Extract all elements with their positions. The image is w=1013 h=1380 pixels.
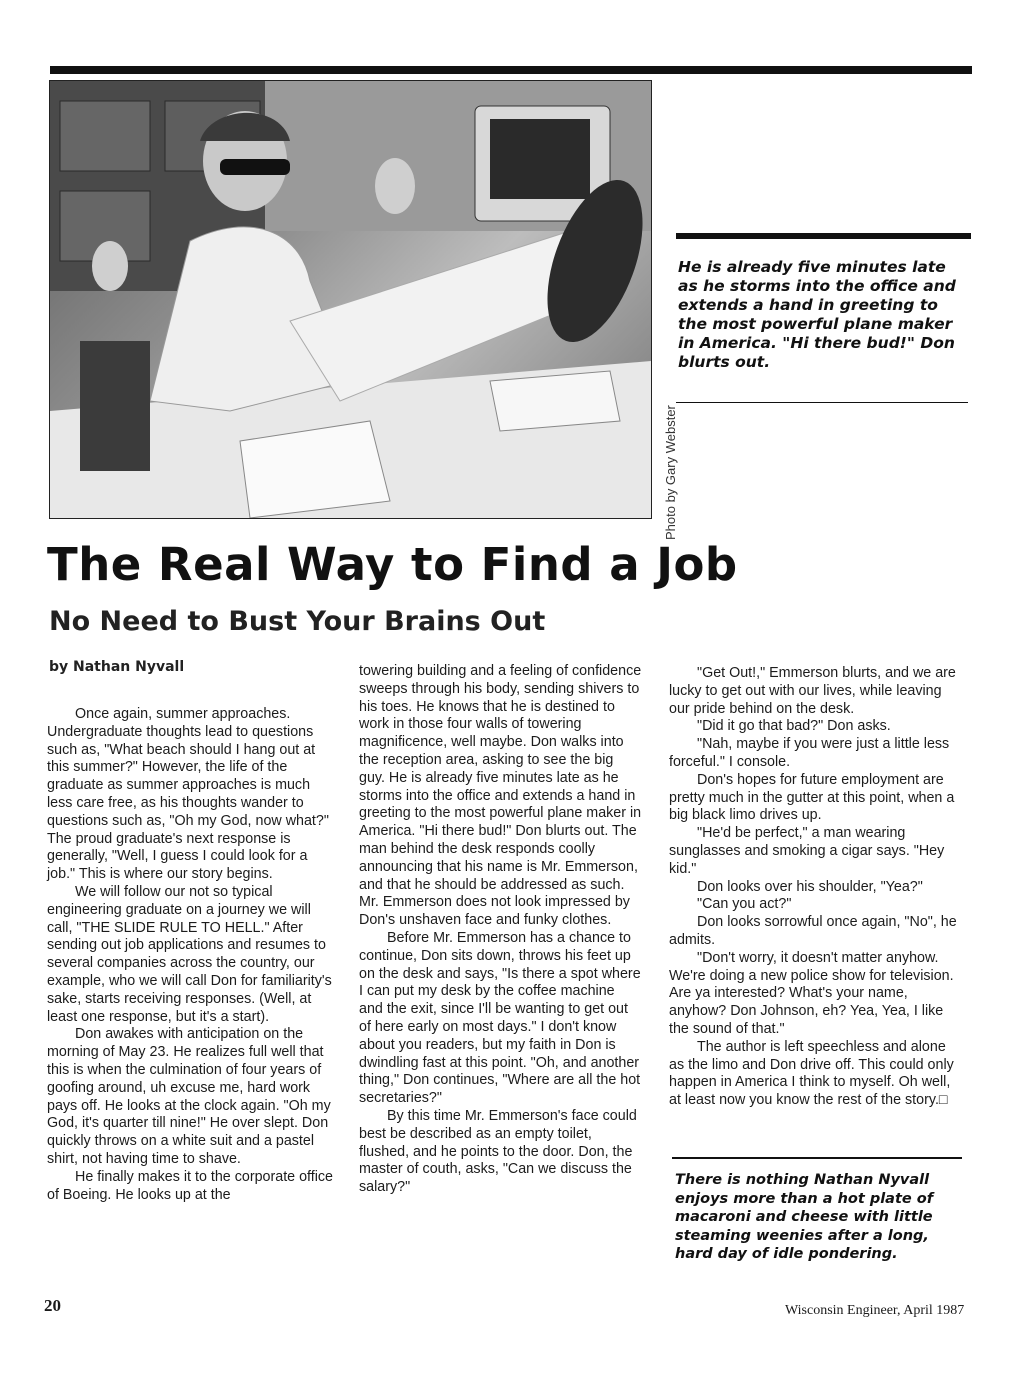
page-number: 20 [44, 1296, 61, 1315]
paragraph: The author is left speechless and alone as the limo and Don drive off. This could only happen in America I think to myself. Oh well, at least now you know the rest of the story.□ [669, 1038, 954, 1109]
photo-credit: Photo by Gary Webster [663, 405, 678, 540]
paragraph: He finally makes it to the corporate office of Boeing. He looks up at the [47, 1168, 334, 1203]
paragraph: "Did it go that bad?" Don asks. [697, 718, 891, 735]
pull-quote-rule-top [676, 233, 971, 239]
author-bio: There is nothing Nathan Nyvall enjoys more than a hot plate of macaroni and cheese with little steaming weenies after a long, hard day of idle pondering. [675, 1172, 934, 1262]
article-column-3 [669, 665, 957, 1110]
paragraph: Don looks sorrowful once again, "No", he admits. [669, 914, 957, 948]
pull-quote-rule-bottom [676, 402, 968, 403]
paragraph: "Get Out!," Emmerson blurts, and we are lucky to get out with our lives, while leaving our pride behind on the desk. [669, 665, 956, 717]
article-headline: The Real Way to Find a Job [47, 538, 738, 591]
publication-footer: Wisconsin Engineer, April 1987 [785, 1303, 965, 1318]
byline: by Nathan Nyvall [49, 659, 185, 675]
author-bio-rule [672, 1157, 962, 1159]
article-photo [49, 80, 652, 519]
paragraph: Once again, summer approaches. Undergraduate thoughts lead to questions such as, "What beach should I hang out at this summer?" However, the life of the graduate as summer approaches is much less care free, as his thoughts wander to questions such as, "Oh my God, now what?" The proud graduate's next response is generally, "Well, I guess I could look for a job." This is where our story begins. [47, 706, 329, 883]
paragraph: By this time Mr. Emmerson's face could best be described as an empty toilet, flushed, and he points to the door. Don, the master of couth, asks, "Can we discuss the salary?" [359, 1107, 637, 1196]
paragraph: "Don't worry, it doesn't matter anyhow. We're doing a new police show for television. Are ya interested? What's your name, anyhow? Don Johnson, eh? Yea, Yea, I like the sound of that." [669, 949, 954, 1037]
paragraph: "Nah, maybe if you were just a little less forceful." I console. [669, 736, 950, 770]
sunglasses [220, 159, 290, 175]
paragraph: "He'd be perfect," a man wearing sunglasses and smoking a cigar says. "Hey kid." [669, 825, 945, 877]
paragraph: Before Mr. Emmerson has a chance to continue, Don sits down, throws his feet up on the desk and says, "Is there a spot where I can put my desk by the coffee machine and the exit, since I'll be wanting to get out of here early on most days." I don't know about you readers, but my faith in Don is dwindling fast at this point. "Oh, and another thing," Don continues, "Where are all the hot secretaries?" [359, 929, 641, 1107]
paragraph: towering building and a feeling of confidence sweeps through his body, sending shivers to his toes. He knows that he is destined to work in those four walls of towering magnificence, well maybe. Don walks into the reception area, asking to see the big guy. He is already five minutes late as he storms into the office and extends a hand in greeting to the most powerful plane maker in America. "Hi there bud!" Don blurts out. The man behind the desk responds coolly announcing that his name is Mr. Emmerson, and that he should be addressed as such. Mr. Emmerson does not look impressed by Don's unshaven face and funky clothes. [359, 663, 642, 929]
top-rule [50, 66, 972, 74]
paragraph: Don awakes with anticipation on the morning of May 23. He realizes full well that this is when the culmination of four years of goofing around, uh excuse me, hard work pays off. He looks at the clock again. "Oh my God, it's quarter till nine!" He over slept. Don quickly throws on a white suit and a pastel shirt, not having time to shave. [47, 1026, 331, 1167]
paragraph: Don looks over his shoulder, "Yea?" [697, 878, 923, 895]
article-column-2 [359, 663, 642, 1197]
paragraph: Don's hopes for future employment are pretty much in the gutter at this point, when a big black limo drives up. [669, 771, 955, 824]
article-column-1 [47, 706, 336, 1204]
paragraph: "Can you act?" [697, 896, 792, 913]
paragraph: We will follow our not so typical engineering graduate on a journey we will call, "THE SLIDE RULE TO HELL." After sending out job applications and resumes to several companies across the country, our example, who we will call Don for familiarity's sake, starts receiving responses. (Well, at least one response, but it's a start). [47, 883, 332, 1025]
article-subhead: No Need to Bust Your Brains Out [49, 606, 546, 637]
pull-quote: He is already five minutes late as he storms into the office and extends a hand in greeting to the most powerful plane maker in America. "Hi there bud!" Don blurts out. [678, 258, 956, 371]
photo-illustration [50, 81, 651, 518]
